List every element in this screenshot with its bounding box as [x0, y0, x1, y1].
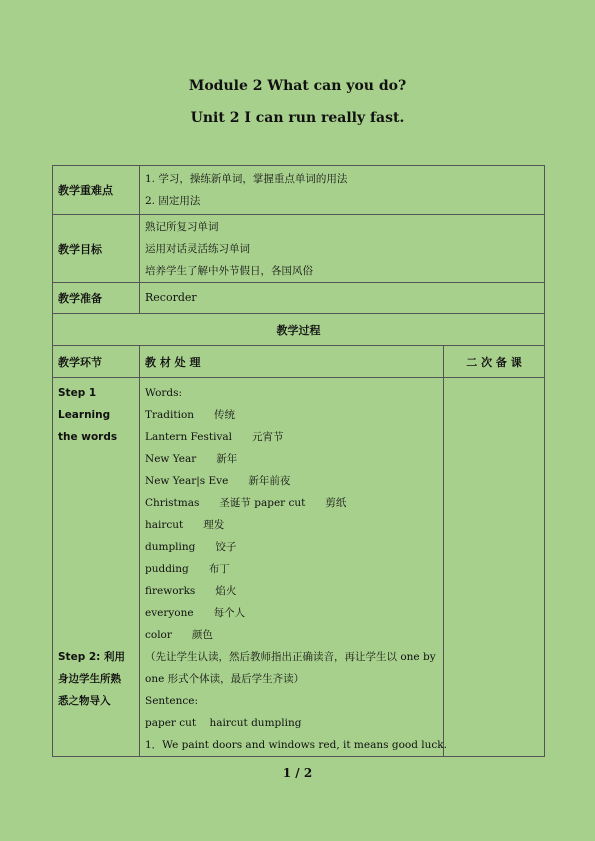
- step1-line-2: Learning: [58, 409, 111, 421]
- material-line: color 颜色: [145, 629, 213, 641]
- key-points-row: [53, 166, 545, 215]
- key-point-1: 1. 学习，操练新单词，掌握重点单词的用法: [145, 173, 348, 185]
- material-cell: [140, 378, 447, 757]
- material-line: Christmas 圣诞节 paper cut 剪纸: [145, 497, 347, 509]
- sentence-1: 1．We paint doors and windows red, it means good luck.: [145, 739, 447, 751]
- material-line: haircut 理发: [145, 519, 225, 531]
- material-line: New Year|s Eve 新年前夜: [145, 475, 291, 487]
- sentence-label: Sentence:: [145, 695, 198, 707]
- material-line: Lantern Festival 元宵节: [145, 431, 284, 443]
- unit-title: Unit 2 I can run really fast.: [190, 110, 405, 126]
- material-line: dumpling 饺子: [145, 541, 237, 553]
- step1-line-3: the words: [58, 431, 118, 443]
- prep-value: Recorder: [140, 283, 545, 314]
- material-line: pudding 布丁: [145, 563, 230, 575]
- key-point-2: 2. 固定用法: [145, 195, 201, 207]
- step2-line-1: Step 2: 利用: [58, 651, 126, 663]
- material-line: everyone 每个人: [145, 607, 246, 619]
- objectives-label: 教学目标: [53, 215, 140, 283]
- material-line: Words:: [145, 387, 183, 399]
- step2-line-3: 悉之物导入: [58, 695, 111, 707]
- step1-line-1: Step 1: [58, 387, 97, 399]
- material-line: Tradition 传统: [145, 409, 236, 421]
- material-line: New Year 新年: [145, 453, 238, 465]
- instruction-text: （先让学生认读，然后教师指出正确读音，再让学生以 one by one 形式个体读，最后学生齐读）: [145, 651, 436, 685]
- objective-2: 运用对话灵活练习单词: [145, 242, 250, 255]
- material-line: fireworks 焰火: [145, 585, 237, 597]
- prep-row: [53, 283, 545, 314]
- process-title: 教学过程: [53, 314, 545, 346]
- prep-label: 教学准备: [53, 283, 140, 314]
- lesson-plan-table: [52, 165, 545, 757]
- objective-1: 熟记所复习单词: [145, 220, 219, 233]
- step2-line-2: 身边学生所熟: [58, 673, 121, 685]
- material-header: 教 材 处 理: [140, 346, 444, 378]
- objective-3: 培养学生了解中外节假日，各国风俗: [145, 264, 313, 277]
- stage-cell: [53, 378, 140, 757]
- module-title: Module 2 What can you do?: [188, 78, 407, 94]
- notes-header: 二 次 备 课: [444, 346, 545, 378]
- process-body-row: [53, 378, 545, 757]
- key-points-cell: [140, 166, 545, 215]
- notes-cell: [444, 378, 545, 757]
- column-header-row: [53, 346, 545, 378]
- process-title-row: [53, 314, 545, 346]
- objectives-row: [53, 215, 545, 283]
- sentence-words: paper cut haircut dumpling: [145, 717, 302, 729]
- objectives-cell: [140, 215, 545, 283]
- key-points-label: 教学重难点: [53, 166, 140, 215]
- page-number: 1 / 2: [282, 766, 313, 780]
- stage-header: 教学环节: [53, 346, 140, 378]
